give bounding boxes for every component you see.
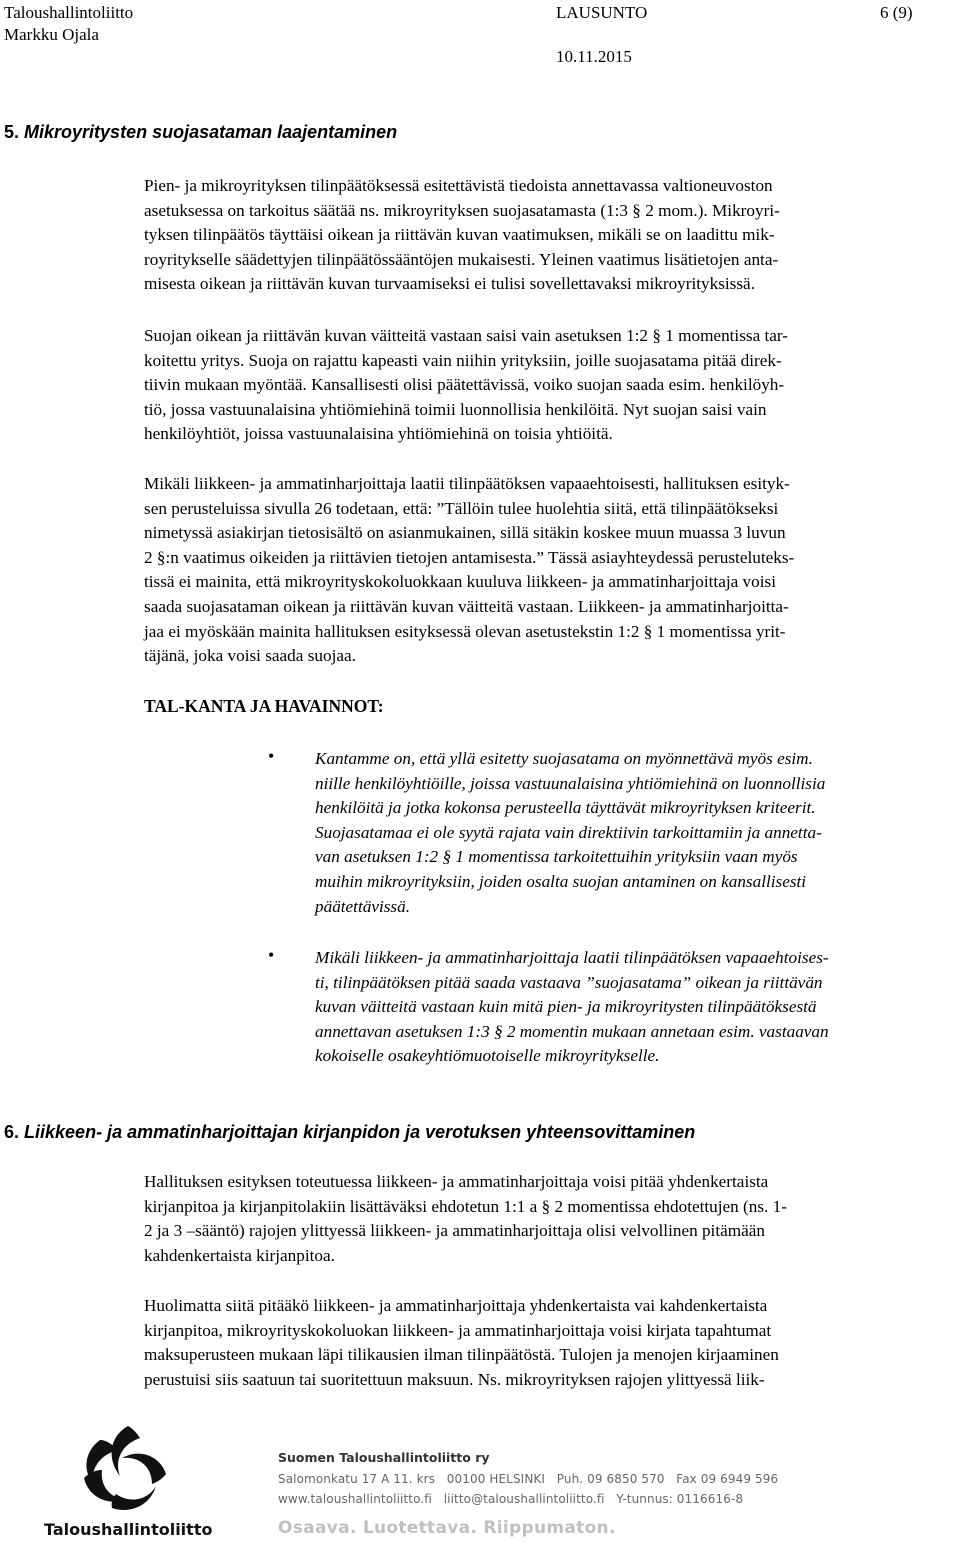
text-line: maksuperusteen mukaan läpi tilikausien ilman tilinpäätöstä. Tulojen ja menojen kirjaaminen xyxy=(144,1345,779,1365)
text-line: perustuisi siis saatuun tai suoritettuun maksuun. Ns. mikroyrityksen rajojen ylittyessä liik- xyxy=(144,1369,765,1389)
text-line: kuvan väitteitä vastaan kuin mitä pien- ja mikroyritysten tilinpäätöksestä xyxy=(315,997,817,1017)
bullet-icon: • xyxy=(268,945,275,965)
footer-brand: Taloushallintoliitto xyxy=(44,1520,213,1539)
section-6-title-text: Liikkeen- ja ammatinharjoittajan kirjanpidon ja verotuksen yhteensovittaminen xyxy=(24,1122,696,1142)
section-5-paragraph-2 xyxy=(144,324,930,447)
section-5-number: 5. xyxy=(4,122,20,142)
text-line: tiö, jossa vastuunalaisina yhtiömiehinä toimii luonnollisia henkilöitä. Nyt suojan saisi vain xyxy=(144,399,767,419)
text-line: tyksen tilinpäätös täyttäisi oikean ja riittävän kuvan vaatimuksen, mikäli se on laadittu mik- xyxy=(144,225,775,245)
text-line: kirjanpitoa, mikroyrityskokoluokan liikkeen- ja ammatinharjoittaja voisi kirjata tapahtumat xyxy=(144,1320,772,1340)
section-6-title xyxy=(4,1122,695,1143)
text-line: henkilöitä ja jotka kokonsa perusteella täyttävät mikroyrityksen kriteerit. xyxy=(315,798,816,818)
text-line: 2 ja 3 –sääntö) rajojen ylittyessä liikkeen- ja ammatinharjoittaja olisi velvollinen pitämään xyxy=(144,1221,765,1241)
footer-contact: www.taloushallintoliitto.fi liitto@taloushallintoliitto.fi Y-tunnus: 0116616-8 xyxy=(278,1492,744,1506)
text-line: royritykselle säädettyjen tilinpäätössääntöjen mukaisesti. Yleinen vaatimus lisätietojen anta- xyxy=(144,249,779,269)
header-org: Taloushallintoliitto xyxy=(4,3,134,22)
text-line: täjänä, joka voisi saada suojaa. xyxy=(144,646,356,666)
bullet-2-text xyxy=(315,946,955,1069)
text-line: niille henkilöyhtiöille, joissa vastuunalaisina yhtiömiehinä on luonnollisia xyxy=(315,773,826,793)
bullet-icon: • xyxy=(268,746,275,766)
text-line: päätettävissä. xyxy=(315,896,411,916)
text-line: kokoiselle osakeyhtiömuotoiselle mikroyritykselle. xyxy=(315,1046,660,1066)
text-line: Suojasatamaa ei ole syytä rajata vain direktiivin tarkoittamiin ja annetta- xyxy=(315,822,822,842)
footer-motto: Osaava. Luotettava. Riippumaton. xyxy=(278,1518,616,1538)
text-line: Suojan oikean ja riittävän kuvan väitteitä vastaan saisi vain asetuksen 1:2 § 1 momentissa tar- xyxy=(144,326,789,345)
text-line: koitettu yritys. Suoja on rajattu kapeasti vain niihin yrityksiin, joille suojasatama pitää direk- xyxy=(144,350,782,370)
section-6-paragraph-2 xyxy=(144,1294,930,1392)
taloushallintoliitto-logo-icon xyxy=(70,1420,190,1520)
section-5-paragraph-3 xyxy=(144,472,930,669)
text-line: sen perusteluissa sivulla 26 todetaan, että: ”Tällöin tulee huolehtia siitä, että tilinpäätökseksi xyxy=(144,498,779,518)
text-line: Huolimatta siitä pitääkö liikkeen- ja ammatinharjoittaja yhdenkertaista vai kahdenkertaista xyxy=(144,1296,768,1315)
bullet-1-text xyxy=(315,747,955,919)
tal-kanta-heading: TAL-KANTA JA HAVAINNOT: xyxy=(144,696,384,716)
text-line: jaa ei myöskään mainita hallituksen esityksessä olevan asetustekstin 1:2 § 1 momentissa yrit- xyxy=(144,621,786,641)
text-line: annettavan asetuksen 1:3 § 2 momentin mukaan annetaan esim. vastaavan xyxy=(315,1021,829,1041)
text-line: Pien- ja mikroyrityksen tilinpäätöksessä esitettävistä tiedoista annettavassa valtioneuvoston xyxy=(144,176,773,195)
header-date: 10.11.2015 xyxy=(556,47,632,66)
section-5-paragraph-1 xyxy=(144,174,930,297)
footer-org-name: Suomen Taloushallintoliitto ry xyxy=(278,1450,490,1465)
text-line: tissä ei mainita, että mikroyrityskokoluokkaan kuuluva liikkeen- ja ammatinharjoittaja voisi xyxy=(144,572,776,592)
header-author: Markku Ojala xyxy=(4,25,99,44)
section-5-title xyxy=(4,122,397,143)
text-line: Mikäli liikkeen- ja ammatinharjoittaja laatii tilinpäätöksen vapaaehtoisesti, hallituksen esityk- xyxy=(144,474,790,493)
text-line: henkilöyhtiöt, joissa vastuunalaisina yhtiömiehinä on toisia yhtiöitä. xyxy=(144,424,613,444)
text-line: muihin mikroyrityksiin, joiden osalta suojan antaminen on kansallisesti xyxy=(315,871,807,891)
section-5-title-text: Mikroyritysten suojasataman laajentaminen xyxy=(24,122,398,142)
footer-address: Salomonkatu 17 A 11. krs 00100 HELSINKI Puh. 09 6850 570 Fax 09 6949 596 xyxy=(278,1472,779,1486)
text-line: Kantamme on, että yllä esitetty suojasatama on myönnettävä myös esim. xyxy=(315,749,813,768)
section-6-paragraph-1 xyxy=(144,1170,930,1268)
header-page-number: 6 (9) xyxy=(880,3,913,22)
text-line: ti, tilinpäätöksen pitää saada vastaava ”suojasatama” oikean ja riittävän xyxy=(315,972,823,992)
text-line: misesta oikean ja riittävän kuvan turvaamiseksi ei tulisi sovellettavaksi mikroyrityksissä. xyxy=(144,274,755,294)
text-line: van asetuksen 1:2 § 1 momentissa tarkoitettuihin yrityksiin vaan myös xyxy=(315,847,798,867)
section-6-number: 6. xyxy=(4,1122,20,1142)
text-line: saada suojasataman oikean ja riittävän kuvan väitteitä vastaan. Liikkeen- ja ammatinharjoitta- xyxy=(144,596,789,616)
header-doc-type: LAUSUNTO xyxy=(556,3,648,22)
text-line: kahdenkertaista kirjanpitoa. xyxy=(144,1245,335,1265)
text-line: tiivin mukaan myöntää. Kansallisesti olisi päätettävissä, voiko suojan saada esim. henkilöyh- xyxy=(144,375,785,395)
text-line: asetuksessa on tarkoitus säätää ns. mikroyrityksen suojasatamasta (1:3 § 2 mom.). Mikroyri- xyxy=(144,200,780,220)
text-line: kirjanpitoa ja kirjanpitolakiin lisättäväksi ehdotetun 1:1 a § 2 momentissa ehdotettujen (ns. 1- xyxy=(144,1196,787,1216)
text-line: nimetyssä asiakirjan tietosisältö on asianmukainen, sillä sitäkin koskee muun muassa 3 luvun xyxy=(144,523,786,543)
text-line: 2 §:n vaatimus oikeiden ja riittävien tietojen antamisesta.” Tässä asiayhteydessä perusteluteks- xyxy=(144,547,795,567)
text-line: Mikäli liikkeen- ja ammatinharjoittaja laatii tilinpäätöksen vapaaehtoises- xyxy=(315,948,829,967)
text-line: Hallituksen esityksen toteutuessa liikkeen- ja ammatinharjoittaja voisi pitää yhdenkertaista xyxy=(144,1172,769,1191)
